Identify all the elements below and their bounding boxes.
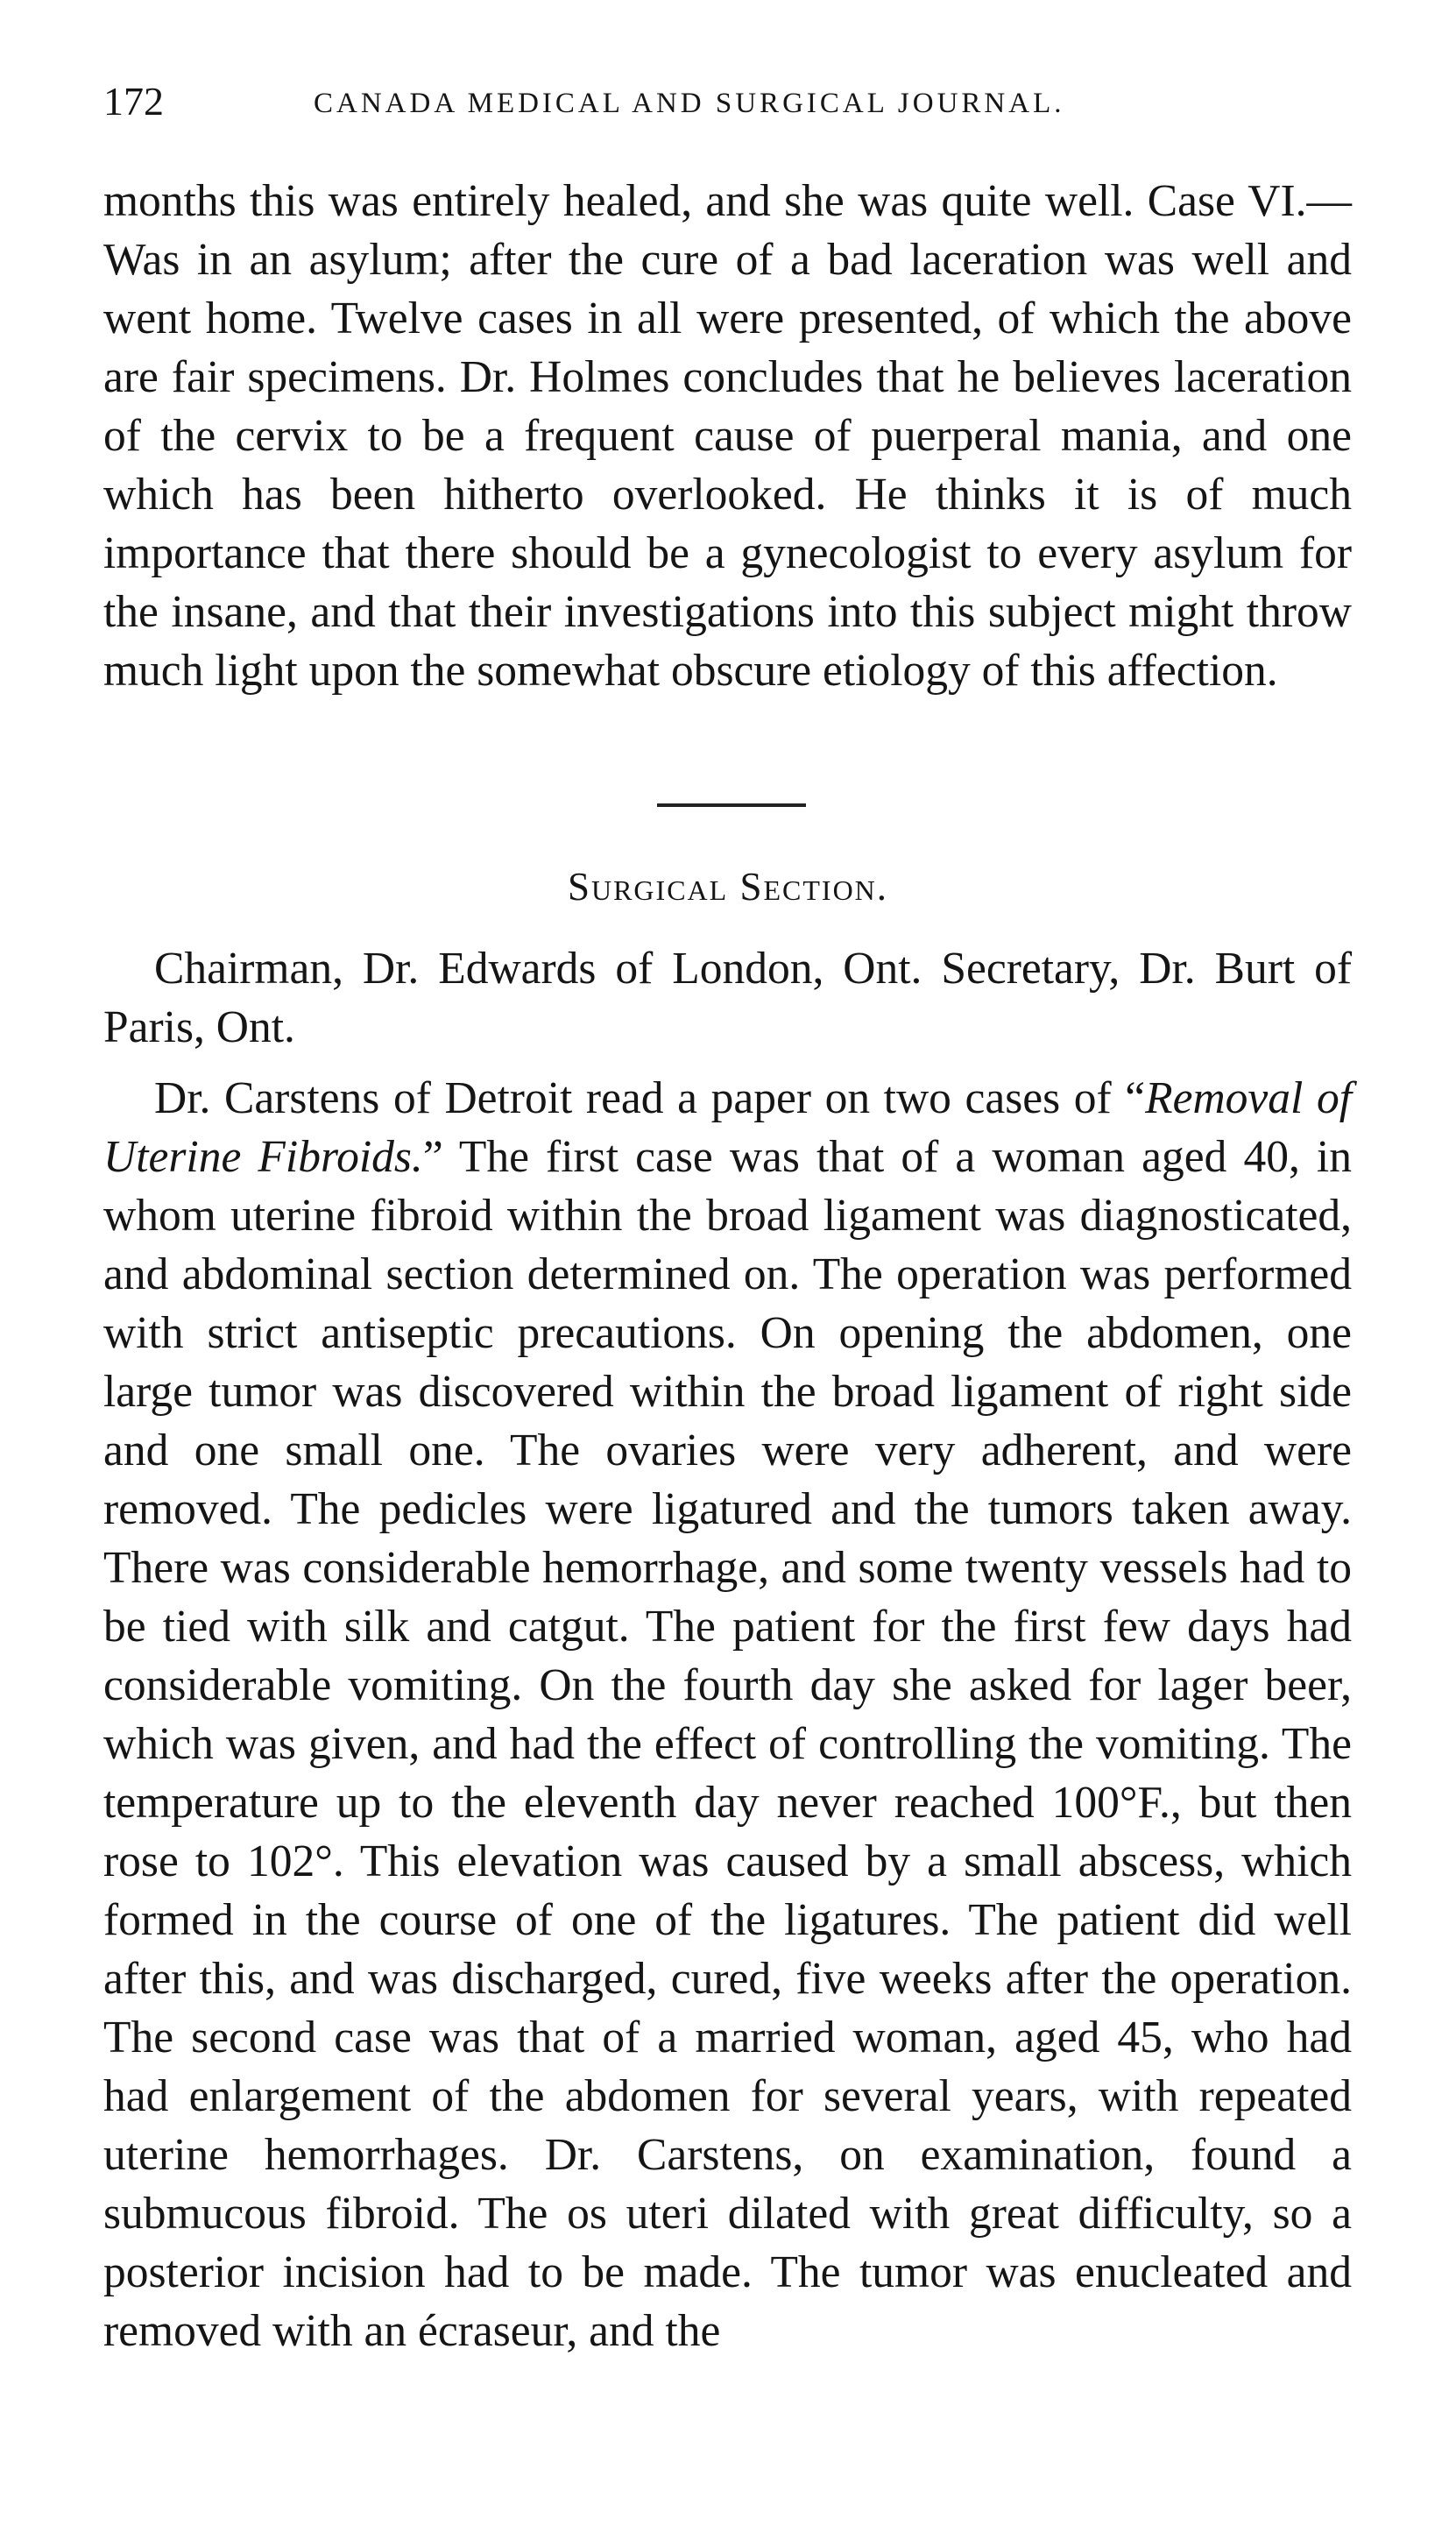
officers-paragraph: Chairman, Dr. Edwards of London, Ont. Secretary, Dr. Burt of Paris, Ont. [103, 944, 1352, 1052]
paper-title-close: ” [422, 1132, 443, 1182]
carstens-body: The first case was that of a woman aged 40, in whom uterine fibroid within the broad ligament was diagnosticated, and abdominal section determined on. The operation was performed with strict antiseptic precautions. On opening the abdomen, one large tumor was discovered within the broad ligament of right side and one small one. The ovaries were very adherent, and were removed. The pedicles were ligatured and the tumors taken away. There was considerable hemorrhage, and some twenty vessels had to be tied with silk and catgut. The patient for the first few days had considerable vomiting. On the fourth day she asked for lager beer, which was given, and had the effect of controlling the vomiting. The temperature up to the eleventh day never reached 100°F., but then rose to 102°. This elevation was caused by a small abscess, which formed in the course of one of the ligatures. The patient did well after this, and was discharged, cured, five weeks after the operation. The second case was that of a married woman, aged 45, who had had enlargement of the abdomen for several years, with repeated uterine hemorrhages. Dr. Carstens, on examination, found a submucous fibroid. The os uteri dilated with great difficulty, so a posterior incision had to be made. The tumor was enucleated and removed with an écraseur, and the [103, 1132, 1352, 2356]
continued-text-block [103, 172, 1352, 700]
journal-title: CANADA MEDICAL AND SURGICAL JOURNAL. [314, 88, 1065, 119]
continued-paragraph: months this was entirely healed, and she was quite well. Case VI.—Was in an asylum; after the cure of a bad laceration was well and went home. Twelve cases in all were presented, of which the above are fair specimens. Dr. Holmes concludes that he believes laceration of the cervix to be a frequent cause of puerperal mania, and one which has been hitherto overlooked. He thinks it is of much importance that there should be a gynecologist to every asylum for the insane, and that their investigations into this subject might throw much light upon the somewhat obscure etiology of this affection. [103, 176, 1352, 696]
section-divider [657, 803, 806, 807]
paper-title: Removal of Uterine Fibroids. [103, 1073, 1353, 1182]
page-number: 172 [103, 79, 164, 124]
section-heading: Surgical Section. [567, 865, 889, 909]
carstens-lead: Dr. Carstens of Detroit read a paper on two cases of “ [154, 1073, 1146, 1123]
running-head [103, 75, 1365, 137]
carstens-paragraph [103, 1069, 1352, 2360]
surgical-section-body [103, 939, 1352, 2360]
